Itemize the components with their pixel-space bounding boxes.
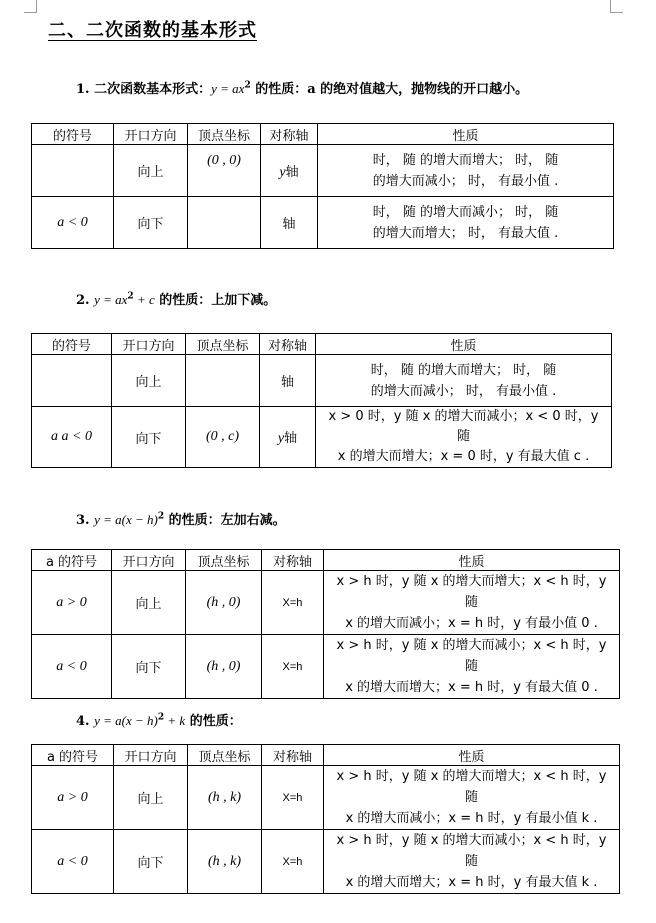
table-row [32, 197, 614, 249]
cell-property: 时， 随 的增大而增大； 时， 随 的增大而减小； 时， 有最小值 . [318, 145, 614, 197]
section-2-formula-tail: + c [133, 292, 155, 307]
cell-sign [32, 355, 112, 407]
crop-mark-top-left [24, 0, 37, 13]
header-open: 开口方向 [114, 124, 188, 145]
header-axis: 对称轴 [262, 550, 324, 571]
cell-open: 向下 [114, 830, 188, 894]
header-vertex: 顶点坐标 [186, 334, 260, 355]
section-1-exp: 2 [244, 80, 251, 91]
section-3-table [31, 549, 620, 699]
section-1-heading [76, 78, 528, 97]
crop-mark-top-right [610, 0, 623, 13]
section-1-formula: y = ax [211, 81, 245, 96]
table-row [32, 145, 614, 197]
cell-property: x > h 时，y 随 x 的增大而减小；x < h 时，y 随 x 的增大而增大；x = h 时，y 有最大值 k . [324, 830, 620, 894]
section-3-suffix: 的性质：左加右减。 [168, 513, 286, 528]
header-open: 开口方向 [112, 550, 186, 571]
section-3-number: 3. [76, 513, 90, 528]
section-2-formula: y = ax [94, 292, 128, 307]
cell-sign: a a < 0 [32, 407, 112, 468]
cell-vertex [186, 355, 260, 407]
cell-vertex: (0 , 0) [188, 145, 261, 197]
section-4-number: 4. [76, 714, 90, 729]
header-vertex: 顶点坐标 [188, 745, 262, 766]
cell-axis: X=h [262, 830, 324, 894]
cell-sign: a < 0 [32, 635, 112, 699]
cell-open: 向上 [114, 145, 188, 197]
table-row [32, 766, 620, 830]
cell-property: x > h 时，y 随 x 的增大而增大；x < h 时，y 随 x 的增大而减小；x = h 时，y 有最小值 k . [324, 766, 620, 830]
header-sign: a 的符号 [32, 745, 114, 766]
section-2-number: 2. [76, 293, 90, 308]
section-4-suffix: 的性质： [189, 714, 242, 729]
header-property: 性质 [324, 745, 620, 766]
cell-axis: X=h [262, 571, 324, 635]
cell-axis: y轴 [261, 145, 318, 197]
section-4-formula: y = a(x − h) [94, 713, 158, 728]
cell-vertex [188, 197, 261, 249]
header-sign: 的符号 [32, 124, 114, 145]
cell-open: 向下 [112, 407, 186, 468]
section-3-heading [76, 509, 286, 528]
cell-vertex: (h , k) [188, 830, 262, 894]
cell-axis: 轴 [260, 355, 316, 407]
cell-property: x > h 时，y 随 x 的增大而减小；x < h 时，y 随 x 的增大而增大；x = h 时，y 有最大值 0 . [324, 635, 620, 699]
header-axis: 对称轴 [261, 124, 318, 145]
cell-vertex: (0 , c) [186, 407, 260, 468]
header-sign: 的符号 [32, 334, 112, 355]
table-row [32, 571, 620, 635]
section-2-heading [76, 289, 276, 308]
cell-property: x > h 时，y 随 x 的增大而增大；x < h 时，y 随 x 的增大而减小；x = h 时，y 有最小值 0 . [324, 571, 620, 635]
cell-axis: X=h [262, 635, 324, 699]
table-header-row [32, 745, 620, 766]
header-property: 性质 [324, 550, 620, 571]
header-open: 开口方向 [112, 334, 186, 355]
section-1-number: 1. [76, 82, 90, 97]
cell-open: 向下 [112, 635, 186, 699]
section-2-exp: 2 [127, 291, 134, 302]
table-row [32, 407, 612, 468]
cell-sign: a > 0 [32, 571, 112, 635]
cell-axis: 轴 [261, 197, 318, 249]
cell-sign: a < 0 [32, 197, 114, 249]
section-4-exp: 2 [157, 712, 165, 723]
section-4-table [31, 744, 620, 894]
cell-vertex: (h , 0) [186, 635, 262, 699]
header-sign: a 的符号 [32, 550, 112, 571]
header-vertex: 顶点坐标 [188, 124, 261, 145]
cell-sign: a < 0 [32, 830, 114, 894]
cell-sign [32, 145, 114, 197]
header-open: 开口方向 [114, 745, 188, 766]
table-header-row [32, 550, 620, 571]
header-vertex: 顶点坐标 [186, 550, 262, 571]
header-property: 性质 [318, 124, 614, 145]
header-property: 性质 [316, 334, 612, 355]
cell-sign: a > 0 [32, 766, 114, 830]
page-title: 二、二次函数的基本形式 [48, 20, 257, 41]
table-header-row [32, 124, 614, 145]
cell-open: 向上 [112, 571, 186, 635]
table-header-row [32, 334, 612, 355]
cell-axis: X=h [262, 766, 324, 830]
cell-property: x > 0 时，y 随 x 的增大而减小；x < 0 时，y 随 x 的增大而增大；x = 0 时，y 有最大值 c . [316, 407, 612, 468]
section-2-suffix: 的性质：上加下减。 [159, 293, 277, 308]
section-1-prefix: 二次函数基本形式： [94, 82, 212, 97]
cell-axis: y轴 [260, 407, 316, 468]
cell-property: 时， 随 的增大而增大； 时， 随 的增大而减小； 时， 有最小值 . [316, 355, 612, 407]
section-4-formula-tail: + k [164, 713, 186, 728]
section-1-table [31, 123, 614, 249]
cell-open: 向下 [114, 197, 188, 249]
cell-property: 时， 随 的增大而减小； 时， 随 的增大而增大； 时， 有最大值 . [318, 197, 614, 249]
section-3-formula: y = a(x − h) [94, 512, 158, 527]
cell-vertex: (h , 0) [186, 571, 262, 635]
table-row [32, 355, 612, 407]
header-axis: 对称轴 [262, 745, 324, 766]
table-row [32, 635, 620, 699]
table-row [32, 830, 620, 894]
cell-open: 向上 [112, 355, 186, 407]
cell-vertex: (h , k) [188, 766, 262, 830]
section-4-heading [76, 710, 242, 729]
cell-open: 向上 [114, 766, 188, 830]
section-2-table [31, 333, 612, 468]
header-axis: 对称轴 [260, 334, 316, 355]
section-3-exp: 2 [157, 511, 165, 522]
section-1-suffix: 的性质：a 的绝对值越大，抛物线的开口越小。 [255, 82, 529, 97]
